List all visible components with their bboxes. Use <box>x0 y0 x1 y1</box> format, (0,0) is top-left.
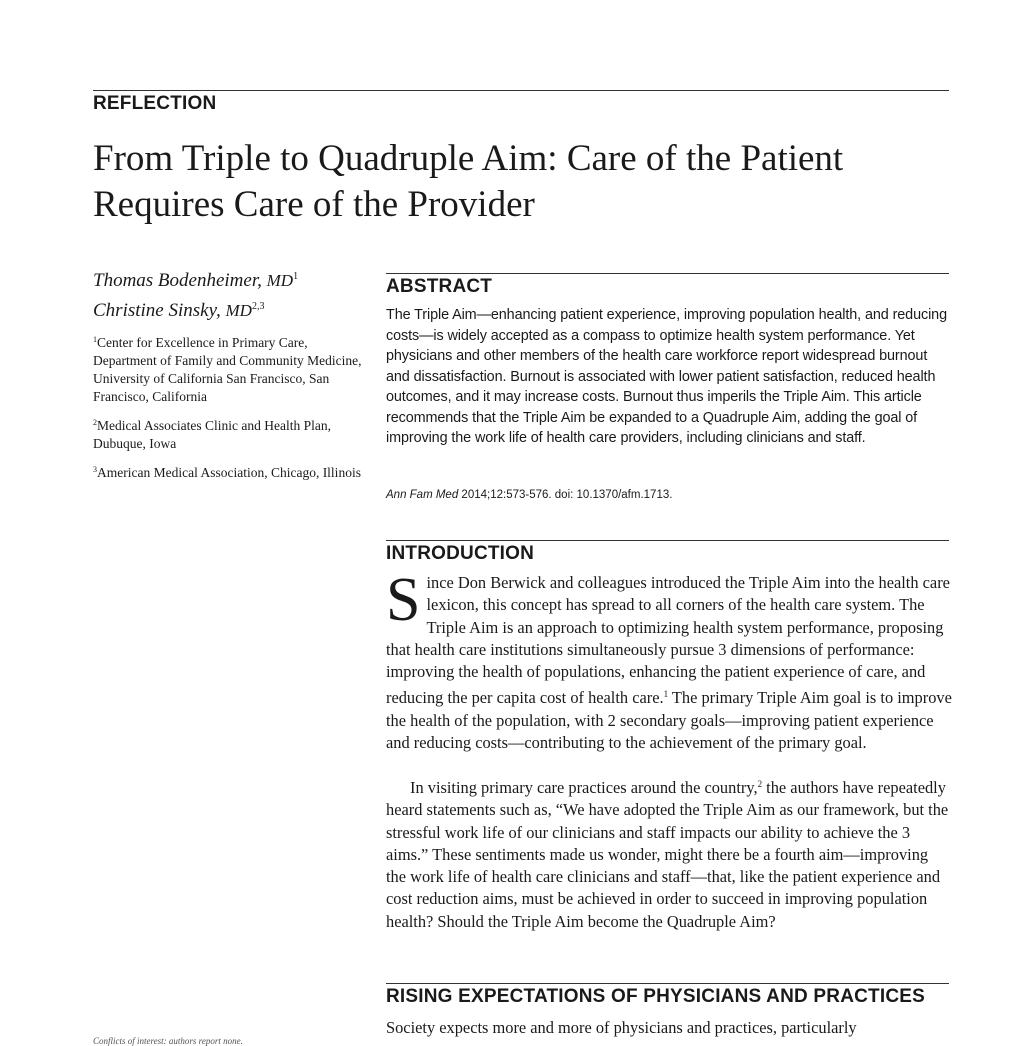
footer-note: Conflicts of interest: authors report none. <box>93 1036 243 1046</box>
paragraph-text: The primary Triple Aim goal is to improve the health of the population, with 2 secondary goals—improving patient experience and reducing costs—contributing to the achievement of the primary goal. <box>386 688 952 753</box>
reference-sup: 1 <box>663 689 669 700</box>
author-name: Thomas Bodenheimer, <box>93 270 262 291</box>
top-rule <box>93 90 949 91</box>
rising-heading: RISING EXPECTATIONS OF PHYSICIANS AND PRACTICES <box>386 986 925 1007</box>
introduction-paragraph-1 <box>386 566 952 754</box>
introduction-rule <box>386 540 949 541</box>
affiliation-text: Center for Excellence in Primary Care, Department of Family and Community Medicine, University of California San Francisco, San Francisco, California <box>93 335 362 404</box>
author-name: Christine Sinsky, <box>93 300 221 321</box>
abstract-heading: ABSTRACT <box>386 276 493 297</box>
article-title <box>93 136 953 228</box>
section-label: REFLECTION <box>93 93 217 114</box>
paragraph-text: In visiting primary care practices around the country, <box>410 778 758 797</box>
affiliation-sup: 1 <box>93 335 97 344</box>
rising-rule <box>386 983 949 984</box>
author-2 <box>93 300 264 322</box>
reference-sup: 2 <box>757 779 763 789</box>
affiliation-1 <box>93 331 368 406</box>
affiliation-sup: 3 <box>93 465 97 474</box>
rising-paragraph-1: Society expects more and more of physicians and practices, particularly <box>386 1018 857 1037</box>
title-line-1: From Triple to Quadruple Aim: Care of the Patient <box>93 138 844 179</box>
citation-details: 2014;12:573-576. doi: 10.1370/afm.1713. <box>458 489 673 501</box>
affiliation-text: Medical Associates Clinic and Health Plan, Dubuque, Iowa <box>93 418 331 451</box>
author-sup: 2,3 <box>251 301 265 312</box>
affiliation-3 <box>93 461 368 482</box>
introduction-heading: INTRODUCTION <box>386 543 535 564</box>
title-line-2: Requires Care of the Provider <box>93 184 535 225</box>
author-degree: MD <box>225 301 252 320</box>
affiliation-sup: 2 <box>93 418 97 427</box>
abstract-rule <box>386 273 949 274</box>
drop-cap: S <box>386 566 421 634</box>
author-degree: MD <box>266 271 294 290</box>
author-1 <box>93 270 298 292</box>
affiliation-text: American Medical Association, Chicago, Illinois <box>97 465 361 480</box>
citation <box>386 489 672 501</box>
paragraph-text: the authors have repeatedly heard statements such as, “We have adopted the Triple Aim as our framework, but the stressful work life of our clinicians and staff impacts our ability to achieve the 3 aims.” These sentiments made us wonder, might there be a fourth aim—improving the work life of health care clinicians and staff—that, like the patient experience and cost reduction aims, must be achieved in order to succeed in improving population health? Should the Triple Aim become the Quadruple Aim? <box>386 778 949 931</box>
citation-journal: Ann Fam Med <box>386 489 459 501</box>
author-sup: 1 <box>293 271 299 282</box>
paragraph-text: ince Don Berwick and colleagues introduced the Triple Aim into the health care lexicon, this concept has spread to all corners of the health care system. The Triple Aim is an approach to optimizing health system performance, proposing that health care institutions simultaneously pursue 3 dimensions of performance: improving the health of populations, enhancing the patient experience of care, and reducing the per capita cost of health care. <box>386 573 950 708</box>
introduction-paragraph-2 <box>386 773 952 933</box>
abstract-text: The Triple Aim—enhancing patient experience, improving population health, and reducing costs—is widely accepted as a compass to optimize health system performance. Yet physicians and other members of the health care workforce report widespread burnout and dissatisfaction. Burnout is associated with lower patient satisfaction, reduced health outcomes, and it may increase costs. Burnout thus imperils the Triple Aim. This article recommends that the Triple Aim be expanded to a Quadruple Aim, adding the goal of improving the work life of health care providers, including clinicians and staff. <box>386 307 947 446</box>
affiliation-2 <box>93 414 368 453</box>
